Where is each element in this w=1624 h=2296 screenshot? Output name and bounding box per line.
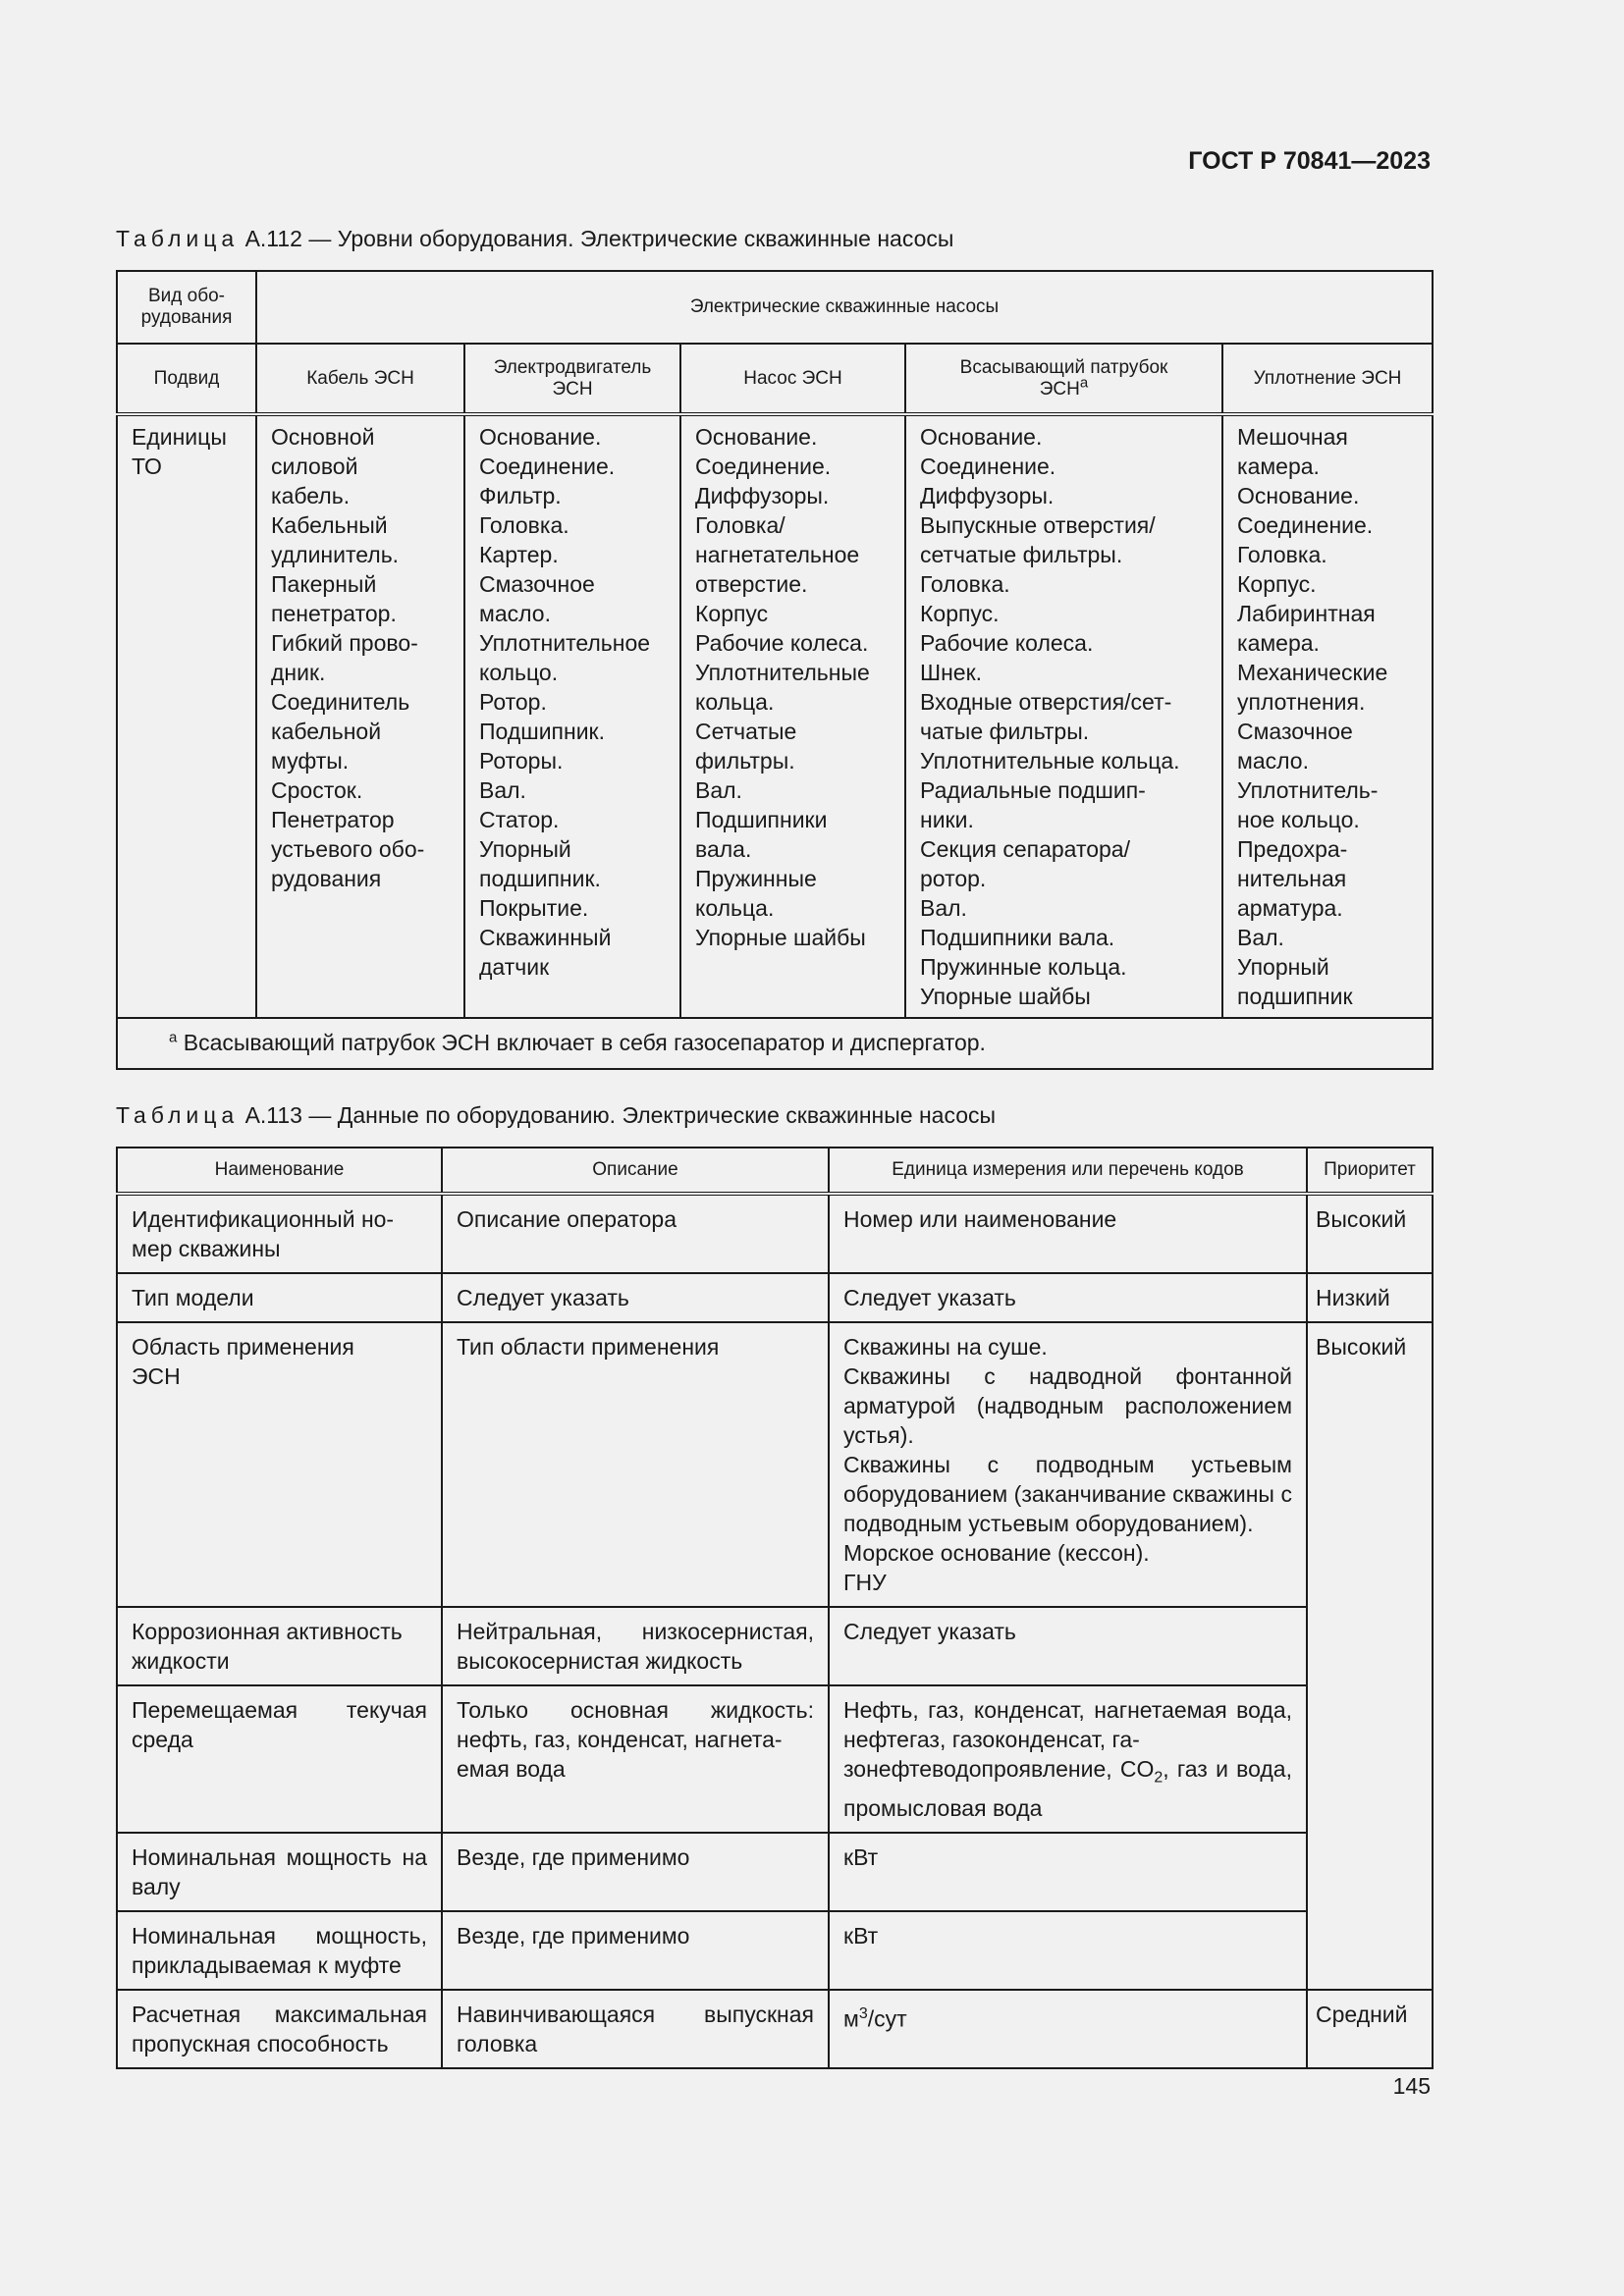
table-row bbox=[117, 414, 1433, 1018]
table-row bbox=[117, 1322, 1433, 1607]
superscript: 3 bbox=[858, 2004, 868, 2022]
row-unit: кВт bbox=[829, 1911, 1307, 1990]
unit-line: Скважины с надводной фонтанной арматурой (надводным расположением устья). bbox=[843, 1363, 1292, 1448]
row-unit: Следует указать bbox=[829, 1273, 1307, 1322]
unit-line: ГНУ bbox=[843, 1570, 887, 1595]
intake-header: Всасывающий патрубок ЭСН$^a$ bbox=[905, 344, 1222, 414]
row-unit: кВт bbox=[829, 1833, 1307, 1911]
table-113-caption-word: Таблица bbox=[116, 1102, 240, 1128]
pump-header: Насос ЭСН bbox=[680, 344, 905, 414]
equipment-type-header: Вид обо- рудования bbox=[117, 271, 256, 344]
row-priority: Высокий bbox=[1307, 1322, 1433, 1990]
equipment-data-table bbox=[116, 1147, 1434, 2069]
row-description: Тип области применения bbox=[442, 1322, 829, 1607]
table-header-row bbox=[117, 271, 1433, 344]
seal-header: Уплотнение ЭСН bbox=[1222, 344, 1433, 414]
row-description: Нейтральная, низкосернистая, высокосернистая жидкость bbox=[442, 1607, 829, 1685]
row-priority: Средний bbox=[1307, 1990, 1433, 2068]
priority-header: Приоритет bbox=[1307, 1148, 1433, 1194]
row-name: Тип модели bbox=[117, 1273, 442, 1322]
row-name: Перемещаемая текучая среда bbox=[117, 1685, 442, 1833]
table-row bbox=[117, 1911, 1433, 1990]
table-113-caption bbox=[116, 1102, 996, 1129]
table-113-caption-title: А.113 — Данные по оборудованию. Электрические скважинные насосы bbox=[239, 1102, 997, 1128]
table-row bbox=[117, 1194, 1433, 1273]
table-row bbox=[117, 1833, 1433, 1911]
row-description: Навинчивающаяся выпускная головка bbox=[442, 1990, 829, 2068]
footnote-text: Всасывающий патрубок ЭСН включает в себя газосепаратор и диспергатор. bbox=[177, 1029, 986, 1055]
row-description: Описание оператора bbox=[442, 1194, 829, 1273]
subscript: 2 bbox=[1154, 1769, 1164, 1787]
row-description: Везде, где применимо bbox=[442, 1833, 829, 1911]
row-priority: Высокий bbox=[1307, 1194, 1433, 1273]
motor-header: Электродвигатель ЭСН bbox=[464, 344, 680, 414]
row-name: Область применения ЭСН bbox=[117, 1322, 442, 1607]
table-112-caption-word: Таблица bbox=[116, 226, 240, 251]
row-name: Идентификационный но- мер скважины bbox=[117, 1194, 442, 1273]
row-unit: Номер или наименование bbox=[829, 1194, 1307, 1273]
esp-span-header: Электрические скважинные насосы bbox=[256, 271, 1433, 344]
table-row bbox=[117, 1990, 1433, 2068]
table-row bbox=[117, 1685, 1433, 1833]
row-unit: Следует указать bbox=[829, 1607, 1307, 1685]
description-header: Описание bbox=[442, 1148, 829, 1194]
row-name: Номинальная мощность, прикладываемая к муфте bbox=[117, 1911, 442, 1990]
row-unit: Нефть, газ, конденсат, нагнетаемая вода, нефтегаз, газоконденсат, га- зонефтеводопроявление, $CO_2$, газ и вода, промысловая вода bbox=[829, 1685, 1307, 1833]
maintenance-units-label: Единицы ТО bbox=[117, 414, 256, 1018]
unit-line: Скважины с подводным устьевым оборудованием (заканчивание скважины с подводным устьевым оборудованием). bbox=[843, 1452, 1292, 1536]
pump-units: Основание. Соединение. Диффузоры. Головка/ нагнетательное отверстие. Корпус Рабочие колеса. Уплотнительные кольца. Сетчатые фильтры. Вал. Подшипники вала. Пружинные кольца. Упорные шайбы bbox=[680, 414, 905, 1018]
table-footnote bbox=[117, 1018, 1433, 1069]
cable-units: Основной силовой кабель. Кабельный удлинитель. Пакерный пенетратор. Гибкий прово- дник. Соединитель кабельной муфты. Сросток. Пенетратор устьевого обо- рудования bbox=[256, 414, 464, 1018]
seal-units: Мешочная камера. Основание. Соединение. Головка. Корпус. Лабиринтная камера. Механические уплотнения. Смазочное масло. Уплотнитель- ное кольцо. Предохра- нительная арматура. Вал. Упорный подшипник bbox=[1222, 414, 1433, 1018]
row-name: Расчетная максимальная пропускная способность bbox=[117, 1990, 442, 2068]
table-112-caption bbox=[116, 226, 953, 252]
row-description: Везде, где применимо bbox=[442, 1911, 829, 1990]
row-unit: $м^3$/сут bbox=[829, 1990, 1307, 2068]
unit-line: Скважины на суше. bbox=[843, 1334, 1048, 1360]
table-row bbox=[117, 1607, 1433, 1685]
intake-units: Основание. Соединение. Диффузоры. Выпускные отверстия/ сетчатые фильтры. Головка. Корпус. Рабочие колеса. Шнек. Входные отверстия/сет- чатые фильтры. Уплотнительные кольца. Радиальные подшип- ники. Секция сепаратора/ ротор. Вал. Подшипники вала. Пружинные кольца. Упорные шайбы bbox=[905, 414, 1222, 1018]
row-unit bbox=[829, 1322, 1307, 1607]
equipment-levels-table bbox=[116, 270, 1434, 1070]
footnote-row bbox=[117, 1018, 1433, 1069]
row-name: Номинальная мощность на валу bbox=[117, 1833, 442, 1911]
cable-header: Кабель ЭСН bbox=[256, 344, 464, 414]
name-header: Наименование bbox=[117, 1148, 442, 1194]
table-header-row bbox=[117, 344, 1433, 414]
footnote-marker: a bbox=[169, 1028, 178, 1045]
table-row bbox=[117, 1273, 1433, 1322]
row-description: Только основная жидкость: нефть, газ, конденсат, нагнета- емая вода bbox=[442, 1685, 829, 1833]
subtype-header: Подвид bbox=[117, 344, 256, 414]
unit-header: Единица измерения или перечень кодов bbox=[829, 1148, 1307, 1194]
page-number: 145 bbox=[1392, 2073, 1431, 2099]
row-name: Коррозионная активность жидкости bbox=[117, 1607, 442, 1685]
footnote-marker: a bbox=[1079, 374, 1089, 392]
table-header-row bbox=[117, 1148, 1433, 1194]
motor-units: Основание. Соединение. Фильтр. Головка. Картер. Смазочное масло. Уплотнительное кольцо. Ротор. Подшипник. Роторы. Вал. Статор. Упорный подшипник. Покрытие. Скважинный датчик bbox=[464, 414, 680, 1018]
unit-line: Морское основание (кессон). bbox=[843, 1540, 1150, 1566]
row-description: Следует указать bbox=[442, 1273, 829, 1322]
row-priority: Низкий bbox=[1307, 1273, 1433, 1322]
table-112-caption-title: А.112 — Уровни оборудования. Электрические скважинные насосы bbox=[239, 226, 954, 251]
document-code: ГОСТ Р 70841—2023 bbox=[1188, 147, 1431, 175]
